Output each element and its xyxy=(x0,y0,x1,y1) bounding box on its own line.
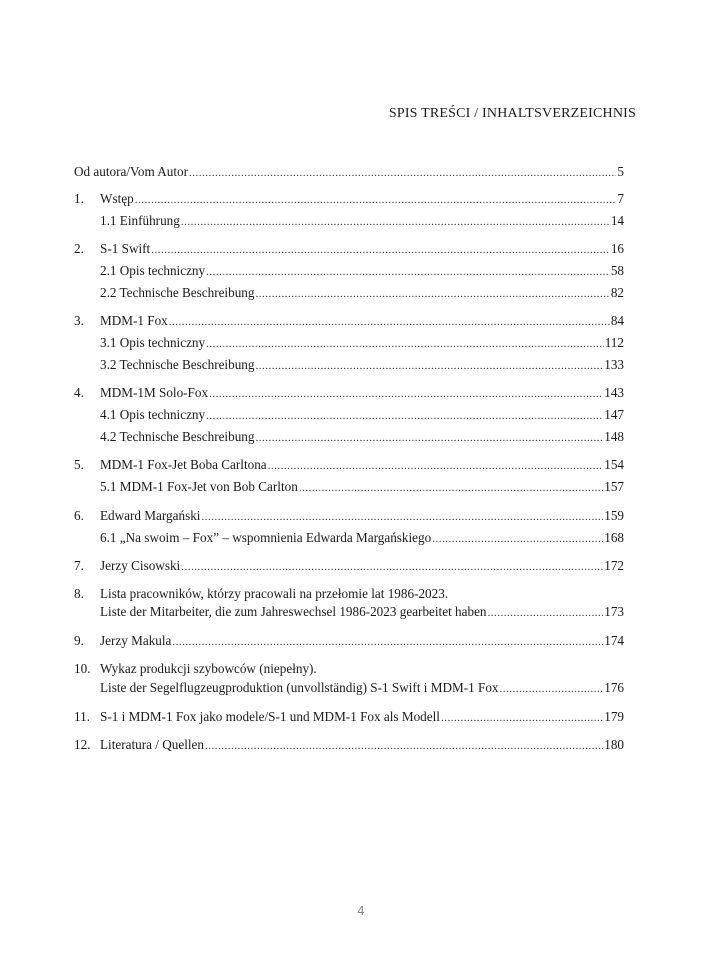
toc-entry-2-1[interactable] xyxy=(74,263,624,281)
toc-entry-10[interactable] xyxy=(74,680,624,698)
toc-entry-7[interactable] xyxy=(74,558,624,576)
entry-title: MDM-1M Solo-Fox xyxy=(100,385,209,400)
toc-entry-6-1[interactable] xyxy=(74,530,624,548)
page-number: 4 xyxy=(357,904,365,918)
entry-title: Literatura / Quellen xyxy=(100,737,204,752)
entry-title: S-1 i MDM-1 Fox jako modele/S-1 und MDM-1 Fox als Modell xyxy=(100,709,440,724)
entry-title: Jerzy Makula xyxy=(100,633,172,648)
dot-leader xyxy=(181,216,610,228)
entry-title: MDM-1 Fox xyxy=(100,313,168,328)
toc-entry-12[interactable] xyxy=(74,737,624,755)
entry-number: 1. xyxy=(74,191,84,206)
toc-entry-10-line1[interactable] xyxy=(74,661,624,679)
entry-page: 159 xyxy=(604,508,624,523)
entry-title: 5.1 MDM-1 Fox-Jet von Bob Carlton xyxy=(100,479,298,494)
entry-number: 3. xyxy=(74,313,84,328)
toc-entry-5[interactable] xyxy=(74,457,624,475)
entry-page: 157 xyxy=(604,479,624,494)
entry-page: 133 xyxy=(604,357,624,372)
entry-page: 180 xyxy=(604,737,624,752)
toc-entry-4-1[interactable] xyxy=(74,407,624,425)
entry-page: 16 xyxy=(610,241,624,256)
entry-title-polish: Lista pracowników, którzy pracowali na przełomie lat 1986-2023. xyxy=(100,586,449,601)
entry-title: 4.1 Opis techniczny xyxy=(100,407,206,422)
entry-title: Wstęp xyxy=(100,191,134,206)
entry-page: 84 xyxy=(610,313,624,328)
entry-title: S-1 Swift xyxy=(100,241,151,256)
entry-page: 58 xyxy=(610,263,624,278)
entry-page: 174 xyxy=(604,633,624,648)
entry-number: 6. xyxy=(74,508,84,523)
dot-leader xyxy=(488,607,604,619)
toc-entry-3-2[interactable] xyxy=(74,357,624,375)
toc-entry-3-1[interactable] xyxy=(74,335,624,353)
dot-leader xyxy=(209,388,603,400)
entry-title: 2.1 Opis techniczny xyxy=(100,263,206,278)
toc-entry-2-2[interactable] xyxy=(74,285,624,303)
dot-leader xyxy=(500,683,604,695)
entry-number: 4. xyxy=(74,385,84,400)
entry-number: 9. xyxy=(74,633,84,648)
entry-page: 148 xyxy=(604,429,624,444)
dot-leader xyxy=(189,167,616,179)
entry-title: 3.1 Opis techniczny xyxy=(100,335,206,350)
dot-leader xyxy=(169,316,610,328)
entry-page: 173 xyxy=(604,604,624,619)
toc-entry-4[interactable] xyxy=(74,385,624,403)
toc-entry-1[interactable] xyxy=(74,191,624,209)
entry-page: 14 xyxy=(610,213,624,228)
toc-entry-3[interactable] xyxy=(74,313,624,331)
dot-leader xyxy=(299,482,603,494)
entry-title: 3.2 Technische Beschreibung xyxy=(100,357,255,372)
dot-leader xyxy=(255,432,603,444)
entry-page: 112 xyxy=(604,335,624,350)
toc-entry-4-2[interactable] xyxy=(74,429,624,447)
entry-number: 10. xyxy=(74,661,91,676)
toc-entry-11[interactable] xyxy=(74,709,624,727)
dot-leader xyxy=(206,266,610,278)
entry-title: 1.1 Einführung xyxy=(100,213,180,228)
toc-entry-9[interactable] xyxy=(74,633,624,651)
dot-leader xyxy=(206,410,603,422)
dot-leader xyxy=(172,636,603,648)
entry-title: 2.2 Technische Beschreibung xyxy=(100,285,255,300)
entry-page: 5 xyxy=(617,164,624,179)
entry-number: 5. xyxy=(74,457,84,472)
entry-title: 4.2 Technische Beschreibung xyxy=(100,429,255,444)
toc-entry-intro[interactable] xyxy=(74,164,624,182)
entry-page: 168 xyxy=(604,530,624,545)
entry-title: Edward Margański xyxy=(100,508,201,523)
entry-page: 143 xyxy=(604,385,624,400)
dot-leader xyxy=(206,338,604,350)
entry-title: 6.1 „Na swoim – Fox” – wspomnienia Edwarda Margańskiego xyxy=(100,530,432,545)
toc-entry-8[interactable] xyxy=(74,604,624,622)
entry-title: Liste der Segelflugzeugproduktion (unvollständig) S-1 Swift i MDM-1 Fox xyxy=(100,680,499,695)
toc-entry-6[interactable] xyxy=(74,508,624,526)
dot-leader xyxy=(432,533,603,545)
dot-leader xyxy=(205,740,603,752)
entry-number: 11. xyxy=(74,709,90,724)
dot-leader xyxy=(268,460,604,472)
dot-leader xyxy=(441,712,603,724)
dot-leader xyxy=(181,561,603,573)
toc-entry-1-1[interactable] xyxy=(74,213,624,231)
entry-page: 154 xyxy=(604,457,624,472)
entry-page: 147 xyxy=(604,407,624,422)
entry-page: 179 xyxy=(604,709,624,724)
entry-page: 176 xyxy=(604,680,624,695)
entry-number: 8. xyxy=(74,586,84,601)
entry-number: 7. xyxy=(74,558,84,573)
entry-title: Jerzy Cisowski xyxy=(100,558,181,573)
entry-page: 172 xyxy=(604,558,624,573)
entry-title: MDM-1 Fox-Jet Boba Carltona xyxy=(100,457,267,472)
entry-number: 12. xyxy=(74,737,91,752)
toc-entry-8-line1[interactable] xyxy=(74,586,624,604)
dot-leader xyxy=(255,360,603,372)
entry-title: Od autora/Vom Autor xyxy=(74,164,189,179)
entry-page: 82 xyxy=(610,285,624,300)
dot-leader xyxy=(255,288,609,300)
toc-entry-2[interactable] xyxy=(74,241,624,259)
entry-title: Liste der Mitarbeiter, die zum Jahreswechsel 1986-2023 gearbeitet haben xyxy=(100,604,487,619)
toc-heading: SPIS TREŚCI / INHALTSVERZEICHNIS xyxy=(388,106,636,121)
dot-leader xyxy=(135,194,617,206)
toc-entry-5-1[interactable] xyxy=(74,479,624,497)
dot-leader xyxy=(151,244,610,256)
entry-title-polish: Wykaz produkcji szybowców (niepełny). xyxy=(100,661,317,676)
entry-number: 2. xyxy=(74,241,84,256)
dot-leader xyxy=(201,511,603,523)
entry-page: 7 xyxy=(617,191,624,206)
